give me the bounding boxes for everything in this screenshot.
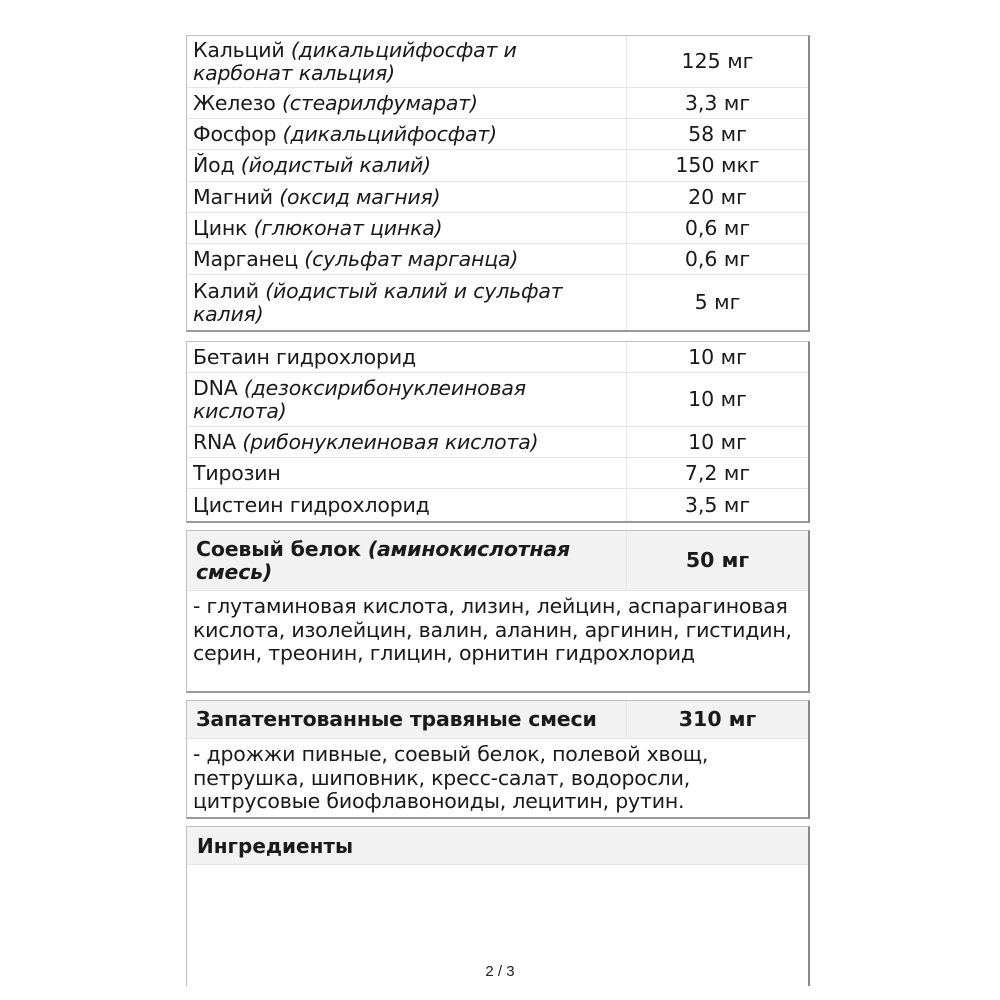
soy-protein-table bbox=[186, 530, 810, 693]
nutrient-label: Йод bbox=[193, 153, 235, 177]
nutrient-amount: 3,3 мг bbox=[684, 90, 751, 115]
nutrient-name bbox=[187, 275, 627, 330]
nutrient-name bbox=[187, 244, 627, 274]
ingredients-section bbox=[186, 826, 810, 986]
nutrient-label: Фосфор bbox=[193, 121, 277, 146]
table-row bbox=[187, 182, 808, 213]
nutrient-label: Кальций bbox=[193, 37, 285, 62]
herbal-blend-composition: - дрожжи пивные, соевый белок, полевой хвощ, петрушка, шиповник, кресс-салат, водоросли, цитрусовые биофлавоноиды, лецитин, рутин. bbox=[193, 742, 709, 813]
nutrient-label: Запатентованные травяные смеси bbox=[196, 707, 597, 731]
nutrient-detail: (йодистый калий и сульфат калия) bbox=[193, 278, 563, 326]
table-row bbox=[187, 36, 808, 88]
nutrient-detail: (дикальцийфосфат) bbox=[282, 121, 497, 146]
nutrient-amount: 50 мг bbox=[685, 548, 750, 572]
nutrient-amount: 310 мг bbox=[678, 707, 757, 731]
nutrient-amount: 0,6 мг bbox=[684, 215, 751, 240]
nutrient-detail: (аминокислотная смесь) bbox=[196, 536, 570, 584]
nutrient-name bbox=[187, 342, 627, 372]
nutrient-label: Соевый белок bbox=[196, 536, 361, 561]
nutrient-name bbox=[187, 701, 627, 738]
nutrient-label: Бетаин гидрохлорид bbox=[193, 344, 416, 369]
nutrient-detail: (глюконат цинка) bbox=[253, 215, 443, 240]
nutrient-amount: 3,5 мг bbox=[684, 492, 751, 517]
nutrient-amount: 10 мг bbox=[688, 429, 747, 454]
nutrient-detail: (оксид магния) bbox=[279, 184, 441, 209]
nutrient-amount: 58 мг bbox=[688, 121, 747, 146]
nutrient-label: Магний bbox=[193, 184, 273, 209]
ingredients-title: Ингредиенты bbox=[187, 827, 808, 865]
nutrient-amount: 10 мг bbox=[688, 344, 747, 369]
herbal-blend-header bbox=[187, 701, 808, 739]
table-row bbox=[187, 150, 808, 182]
nutrient-amount: 7,2 мг bbox=[684, 460, 751, 485]
nutrient-name bbox=[187, 489, 627, 521]
nutrient-name bbox=[187, 531, 627, 590]
nutrient-name bbox=[187, 182, 627, 212]
nutrient-label: Тирозин bbox=[193, 460, 281, 485]
soy-protein-composition: - глутаминовая кислота, лизин, лейцин, аспарагиновая кислота, изолейцин, валин, аланин, аргинин, гистидин, серин, треонин, глицин, орнитин гидрохлорид bbox=[193, 594, 792, 665]
nutrient-detail: (сульфат марганца) bbox=[304, 246, 519, 271]
minerals-table bbox=[186, 35, 810, 332]
nutrient-amount: 125 мг bbox=[681, 49, 754, 73]
nutrient-name bbox=[187, 458, 627, 488]
nutrient-amount: 0,6 мг bbox=[684, 246, 751, 271]
nutrient-label: Марганец bbox=[193, 246, 298, 271]
nutrient-detail: (дикальцийфосфат и карбонат кальция) bbox=[193, 37, 517, 85]
table-row bbox=[187, 489, 808, 521]
nutrient-amount: 150 мкг bbox=[675, 153, 760, 177]
nutrient-label: Цистеин гидрохлорид bbox=[193, 492, 430, 517]
nutrient-label: Цинк bbox=[193, 215, 248, 240]
table-row bbox=[187, 244, 808, 275]
nutrient-label: Железо bbox=[193, 90, 276, 115]
nutrient-label: RNA bbox=[193, 429, 237, 454]
nutrient-amount: 5 мг bbox=[694, 290, 741, 314]
nutrient-detail: (дезоксирибонуклеиновая кислота) bbox=[193, 375, 526, 423]
nutrient-name bbox=[187, 36, 627, 87]
table-row bbox=[187, 213, 808, 244]
nutrient-label: Калий bbox=[193, 278, 259, 303]
compounds-table bbox=[186, 341, 810, 523]
soy-protein-header bbox=[187, 531, 808, 591]
page-indicator: 2 / 3 bbox=[485, 963, 515, 980]
nutrient-detail: (йодистый калий) bbox=[240, 153, 431, 177]
nutrient-name bbox=[187, 88, 627, 118]
herbal-blend-table bbox=[186, 700, 810, 819]
table-row bbox=[187, 119, 808, 150]
nutrient-detail: (стеарилфумарат) bbox=[281, 90, 478, 115]
nutrient-name bbox=[187, 427, 627, 457]
nutrient-name bbox=[187, 213, 627, 243]
nutrient-amount: 20 мг bbox=[688, 184, 747, 209]
nutrient-detail: (рибонуклеиновая кислота) bbox=[242, 429, 539, 454]
table-row bbox=[187, 88, 808, 119]
table-row bbox=[187, 342, 808, 373]
table-row bbox=[187, 427, 808, 458]
nutrient-name bbox=[187, 150, 627, 181]
nutrient-amount: 10 мг bbox=[688, 387, 747, 411]
table-row bbox=[187, 458, 808, 489]
nutrient-label: DNA bbox=[193, 375, 238, 400]
nutrient-name bbox=[187, 119, 627, 149]
nutrient-name bbox=[187, 373, 627, 426]
table-row bbox=[187, 275, 808, 330]
table-row bbox=[187, 373, 808, 427]
